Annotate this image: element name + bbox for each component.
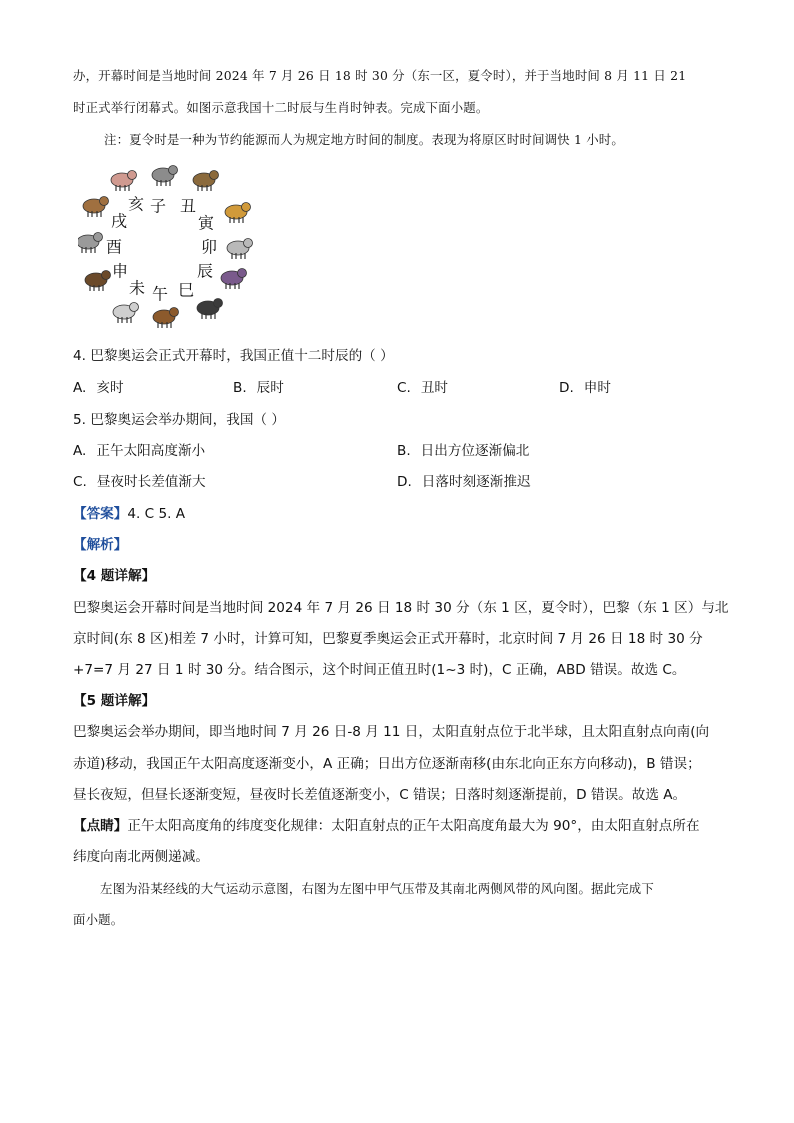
pig-icon (111, 171, 137, 192)
q4-option-a[interactable]: A. 亥时 (73, 380, 124, 396)
tiger-icon (225, 203, 251, 224)
q5-option-d[interactable]: D. 日落时刻逐渐推迟 (397, 474, 531, 490)
q5-detail-line-3: 昼长夜短，但昼长逐渐变短，昼夜时长差值逐渐变小，C 错误；日落时刻逐渐提前，D 错误。故选 A。 (73, 787, 687, 803)
q5-option-a[interactable]: A. 正午太阳高度渐小 (73, 443, 206, 459)
q4-option-d[interactable]: D. 申时 (559, 380, 611, 396)
intro-line-1: 办，开幕时间是当地时间 2024 年 7 月 26 日 18 时 30 分（东一区，夏令时），并于当地时间 8 月 11 日 21 (73, 68, 687, 83)
rat-icon (152, 166, 178, 187)
shichen-label: 子 (149, 196, 167, 216)
q5-option-c[interactable]: C. 昼夜时长差值渐大 (73, 474, 206, 490)
rooster-icon (78, 233, 103, 254)
analysis-label: 【解析】 (73, 537, 128, 553)
dog-icon (83, 197, 109, 218)
q4-detail-label: 【4 题详解】 (73, 568, 156, 584)
shichen-label: 卯 (200, 237, 218, 257)
q4-option-c[interactable]: C. 丑时 (397, 380, 449, 396)
rabbit-icon (227, 239, 253, 260)
q4-stem: 4. 巴黎奥运会正式开幕时，我国正值十二时辰的（ ） (73, 348, 394, 364)
monkey-icon (85, 271, 111, 292)
shichen-label: 戌 (110, 211, 128, 231)
q4-option-b[interactable]: B. 辰时 (233, 380, 284, 396)
shichen-label: 亥 (127, 194, 145, 214)
q4-detail-line-2: 京时间(东 8 区)相差 7 小时，计算可知，巴黎夏季奥运会正式开幕时，北京时间 7 月 26 日 18 时 30 分 (73, 631, 703, 647)
zodiac-clock-svg (78, 160, 263, 335)
q5-stem: 5. 巴黎奥运会举办期间，我国（ ） (73, 412, 285, 428)
summer-time-note: 注：夏令时是一种为节约能源而人为规定地方时间的制度。表现为将原区时时间调快 1 小时。 (104, 132, 624, 147)
shichen-label: 酉 (105, 237, 123, 257)
next-intro-line-1: 左图为沿某经线的大气运动示意图，右图为左图中甲气压带及其南北两侧风带的风向图。据此完成下 (100, 881, 654, 896)
shichen-label: 未 (128, 278, 146, 298)
tip-label: 【点睛】 (73, 818, 128, 834)
intro-line-2: 时正式举行闭幕式。如图示意我国十二时辰与生肖时钟表。完成下面小题。 (73, 100, 489, 115)
q4-detail-line-3: +7=7 月 27 日 1 时 30 分。结合图示，这个时间正值丑时(1~3 时)，C 正确，ABD 错误。故选 C。 (73, 662, 686, 678)
shichen-label: 寅 (197, 213, 215, 233)
answer-line (73, 504, 185, 524)
shichen-label: 巳 (177, 280, 195, 300)
shichen-label: 辰 (196, 261, 214, 281)
goat-icon (113, 303, 139, 324)
shichen-label: 申 (111, 261, 129, 281)
snake-icon (197, 299, 223, 320)
shichen-label: 丑 (179, 196, 197, 216)
q5-detail-line-1: 巴黎奥运会举办期间，即当地时间 7 月 26 日-8 月 11 日，太阳直射点位于北半球，且太阳直射点向南(向 (73, 724, 710, 740)
tip-line-2: 纬度向南北两侧递减。 (73, 849, 209, 865)
q5-detail-label: 【5 题详解】 (73, 693, 156, 709)
shichen-label: 午 (151, 284, 169, 304)
next-intro-line-2: 面小题。 (73, 912, 124, 927)
horse-icon (153, 308, 179, 329)
answer-label: 【答案】 (73, 506, 128, 522)
q4-detail-line-1: 巴黎奥运会开幕时间是当地时间 2024 年 7 月 26 日 18 时 30 分（东 1 区，夏令时），巴黎（东 1 区）与北 (73, 600, 729, 616)
dragon-icon (221, 269, 247, 290)
tip-line-1: 【点睛】正午太阳高度角的纬度变化规律：太阳直射点的正午太阳高度角最大为 90°，由太阳直射点所在 (73, 818, 700, 834)
ox-icon (193, 171, 219, 192)
zodiac-clock-figure (78, 160, 263, 335)
answer-text: 4. C 5. A (127, 506, 186, 522)
q5-option-b[interactable]: B. 日出方位逐渐偏北 (397, 443, 530, 459)
q5-detail-line-2: 赤道)移动，我国正午太阳高度逐渐变小，A 正确；日出方位逐渐南移(由东北向正东方向移动)，B 错误； (73, 756, 701, 772)
